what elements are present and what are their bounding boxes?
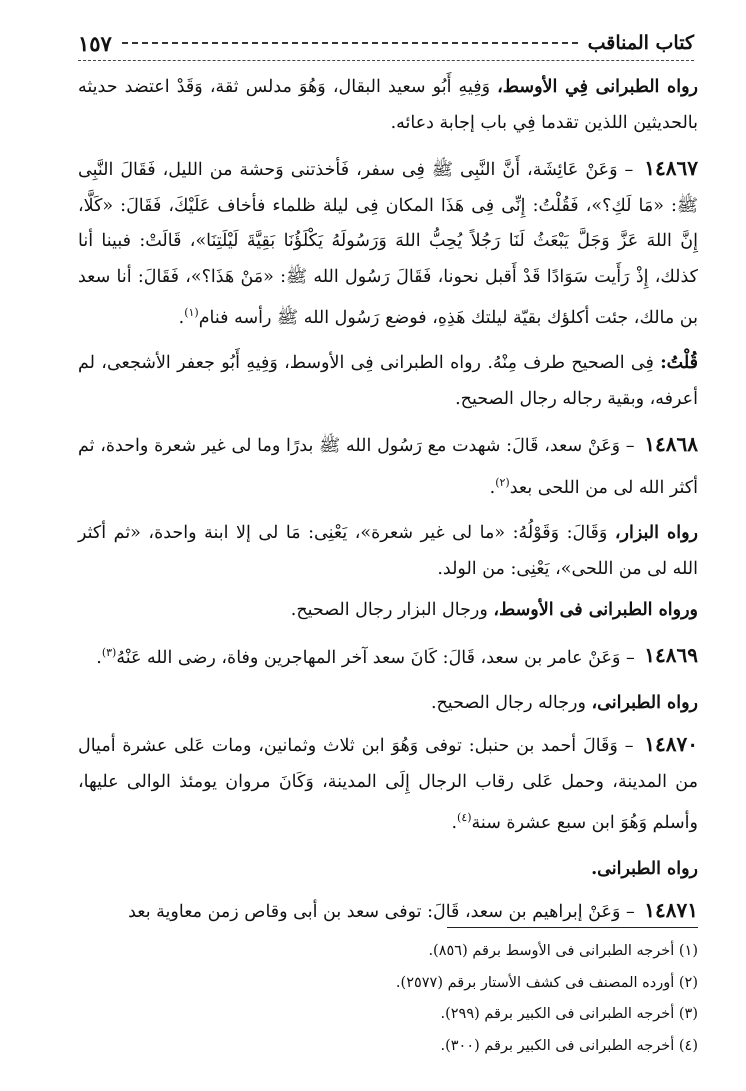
hadith-text: – وَعَنْ عَائِشَة، أَنَّ النَّبِى ﷺ فِى سفر، فَأخذتنى وَحشة من الليل، فَقَالَ النَّبِى ﷺ: «مَا لَكِ؟»، فَقُلْتُ: إِنِّى فِى هَذَا المكان فِى ليلة ظلماء فأخاف عَلَيْكَ، فَقَالَ: «كَلَّا، إِنَّ اللهَ عَزَّ وَجَلَّ يَبْعَثُ لَنَا رَجُلاً يُحِبُّ اللهَ وَرَسُولَهُ يَكْلَؤُنَا بَقِيَّةَ لَيْلَتِنَا»، قَالَتْ: فبينا أنا كذلك، إِذْ رَأَيت سَوَادًا قَدْ أَقبل نحونا، فَقَالَ رَسُول الله ﷺ: «مَنْ هَذَا؟»، فَقَالَ: أنا سعد بن مالك، جئت أكلؤك بقيّة ليلتك هَذِهِ، فوضع رَسُول الله ﷺ رأسه فنام: [78, 160, 698, 328]
paragraph-commentary: [78, 346, 698, 417]
header-dashed-line: [122, 42, 578, 44]
paragraph-bold: ورواه الطبرانى فى الأوسط،: [493, 600, 698, 621]
footnote-ref: (٢): [495, 475, 510, 489]
paragraph-text: ورجاله رجال الصحيح.: [430, 692, 592, 713]
hadith-number: ١٤٨٦٧: [644, 156, 698, 180]
footnote: (٤) أخرجه الطبرانى فى الكبير برقم (٣٠٠).: [440, 1037, 698, 1054]
paragraph-text: ورجال البزار رجال الصحيح.: [290, 600, 494, 621]
sentence-end: .: [178, 307, 185, 328]
paragraph-bold: رواه البزار،: [614, 523, 698, 544]
hadith-number: ١٤٨٧٠: [644, 732, 698, 757]
hadith-14867: [78, 151, 698, 336]
paragraph-tabarani-2: [78, 852, 698, 888]
paragraph-tabarani: [78, 686, 698, 722]
footnote-ref: (١): [184, 306, 199, 319]
hadith-text: – وَعَنْ إبراهيم بن سعد، قَالَ: توفى سعد بن أبى وقاص زمن معاوية بعد: [128, 902, 641, 923]
footnote-ref: (٣): [101, 645, 117, 659]
hadith-number: ١٤٨٧١: [644, 898, 698, 923]
paragraph-bazzar: [78, 516, 698, 587]
footnote: (٣) أخرجه الطبرانى فى الكبير برقم (٢٩٩).: [440, 1006, 698, 1022]
footnotes: [78, 936, 698, 1062]
paragraph-bold: رواه الطبرانى،: [591, 692, 698, 713]
page-number: ١٥٧: [78, 30, 112, 56]
paragraph-text: فِى الصحيح طرف مِنْهُ. رواه الطبرانى فِى الأوسط، وَفِيهِ أَبُو جعفر الأشجعى، لم أعرفه، وبقية رجاله رجال الصحيح.: [78, 353, 698, 409]
sentence-end: .: [451, 813, 458, 834]
footnote-ref: (٤): [457, 811, 472, 825]
footnote: (١) أخرجه الطبرانى فى الأوسط برقم (٨٥٦).: [428, 943, 698, 959]
hadith-14871: [78, 893, 698, 931]
footnote: (٢) أورده المصنف فى كشف الأستار برقم (٢٥٧٧).: [395, 974, 698, 991]
hadith-14868: [78, 427, 698, 506]
paragraph-bold: رواه الطبرانى.: [591, 858, 698, 879]
hadith-text: – وَعَنْ سعد، قَالَ: شهدت مع رَسُول الله ﷺ بدرًا وما لى غير شعرة واحدة، ثم أكثر الله لى من اللحى بعد: [78, 436, 698, 498]
sentence-end: .: [489, 477, 496, 498]
paragraph-tabarani-awsat: [78, 593, 698, 629]
sentence-end: .: [96, 647, 102, 668]
paragraph-1: [78, 70, 698, 141]
paragraph-bold: قُلْتُ:: [660, 353, 698, 374]
main-text: [78, 70, 698, 937]
paragraph-bold: رواه الطبرانى فِي الأوسط،: [497, 77, 698, 97]
hadith-14869: [78, 635, 698, 676]
footnote-separator: [447, 927, 698, 928]
book-title: كتاب المناقب: [587, 32, 694, 54]
page-header: [78, 26, 694, 61]
hadith-number: ١٤٨٦٨: [644, 432, 698, 457]
hadith-14870: [78, 727, 698, 841]
paragraph-text: وَقَالَ: وَقَوْلُهُ: «ما لى غير شعرة»، يَعْنِى: مَا لى إلا ابنة واحدة، «ثم أكثر الله لى من اللحى»، يَعْنِى: من الولد.: [78, 523, 698, 579]
hadith-text: – وَقَالَ أحمد بن حنبل: توفى وَهُوَ ابن ثلاث وثمانين، ومات عَلى عشرة أميال من المدينة، وحمل عَلى رقاب الرجال إِلَى المدينة، وَكَانَ مروان يومئذ الوالى عليها، وأسلم وَهُوَ ابن سبع عشرة سنة: [78, 736, 698, 834]
paragraph-text: وَفِيهِ أَبُو سعيد البقال، وَهُوَ مدلس ثقة، وَقَدْ اعتضد حديثه بالحديثين اللذين تقدما فِي باب إجابة دعائه.: [78, 77, 698, 133]
hadith-text: – وَعَنْ عامر بن سعد، قَالَ: كَانَ سعد آخر المهاجرين وفاة، رضى الله عَنْهُ: [116, 647, 641, 668]
hadith-number: ١٤٨٦٩: [644, 643, 698, 668]
